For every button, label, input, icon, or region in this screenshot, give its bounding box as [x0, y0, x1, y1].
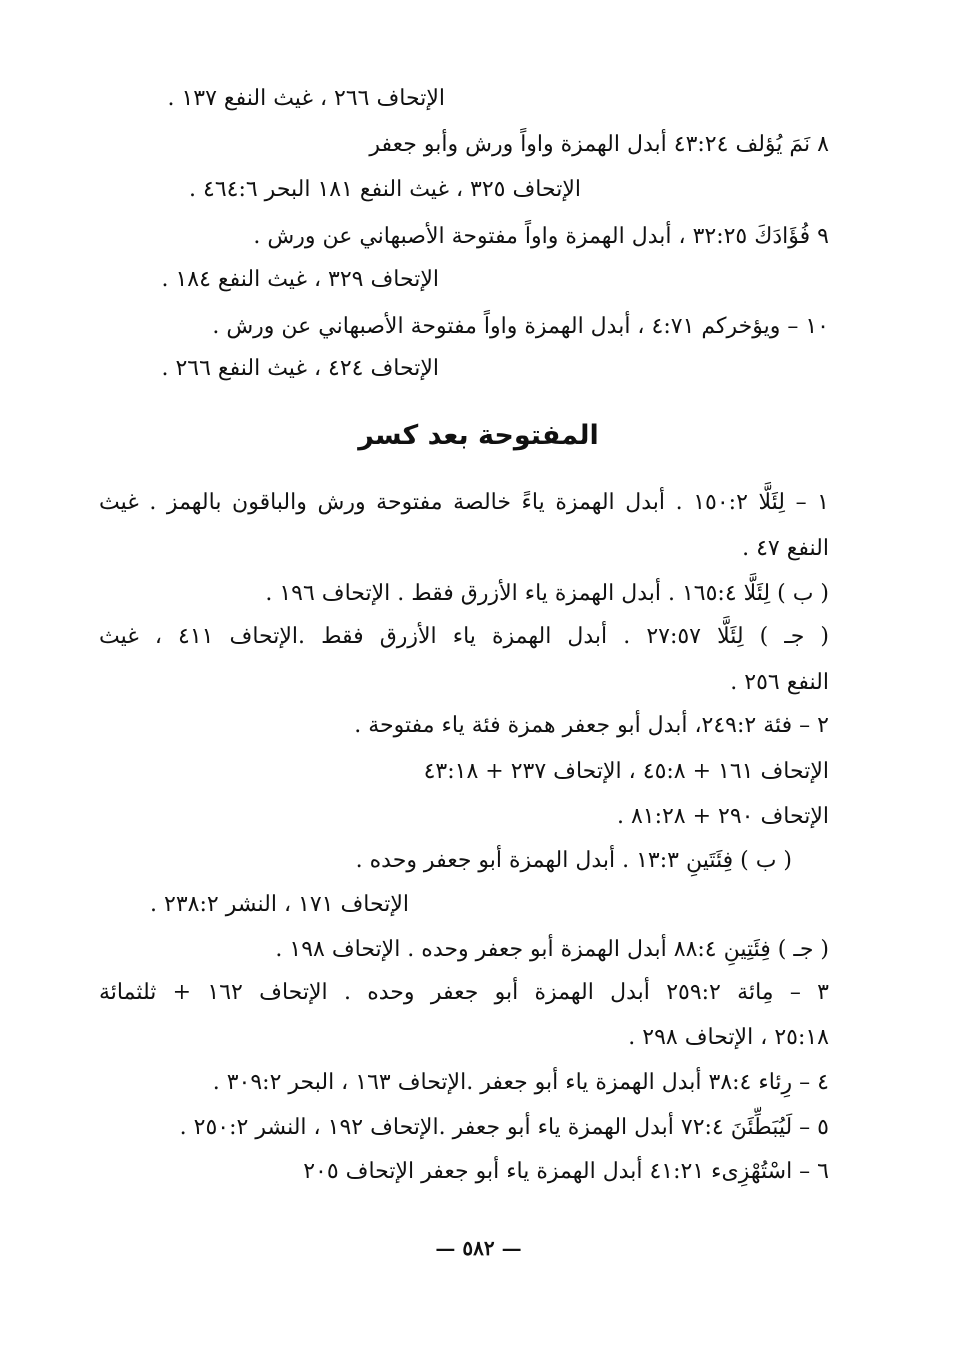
text-line: ٣ – مِائة ٢٥٩:٢ أبدل الهمزة أبو جعفر وحده . الإتحاف ١٦٢ + ثلثمائة — [99, 980, 829, 1005]
text-line: النفع ٢٥٦ . — [730, 670, 829, 695]
text-line: ٤ – رِئاء ٣٨:٤ أبدل الهمزة ياء أبو جعفر .الإتحاف ١٦٣ ، البحر ٣٠٩:٢ . — [212, 1070, 829, 1095]
text-line: ١ – لِئَلَّا ١٥٠:٢ . أبدل الهمزة ياءً خالصة مفتوحة ورش والباقون بالهمز . غيث — [99, 490, 829, 515]
text-line: ٨ نَمَ يُؤلف ٤٣:٢٤ أبدل الهمزة واواً ورش وأبو جعفر — [369, 132, 829, 157]
text-line: الإتحاف ٢٦٦ ، غيث النفع ١٣٧ . — [167, 86, 445, 111]
text-line: الإتحاف ٢٩٠ + ٨١:٢٨ . — [616, 804, 829, 829]
text-line: الإتحاف ١٧١ ، النشر ٢٣٨:٢ . — [150, 892, 409, 917]
text-line: ( ب ) فِئَتَينِ ١٣:٣ . أبدل الهمزة أبو جعفر وحده . — [355, 848, 792, 873]
text-line: ( ب ) لِئَلَّا ١٦٥:٤ . أبدل الهمزة ياء الأزرق فقط . الإتحاف ١٩٦ . — [265, 581, 829, 606]
text-line: الإتحاف ٣٢٩ ، غيث النفع ١٨٤ . — [161, 267, 439, 292]
text-line: ٢ – فئة ٢٤٩:٢، أبدل أبو جعفر همزة فئة ياء مفتوحة . — [354, 713, 829, 738]
text-line: ٢٥:١٨ ، الإتحاف ٢٩٨ . — [628, 1025, 829, 1050]
text-line: النفع ٤٧ . — [742, 536, 829, 561]
text-line: ٦ – اسْتُهْزِىء ٤١:٢١ أبدل الهمزة ياء أبو جعفر الإتحاف ٢٠٥ — [303, 1159, 829, 1184]
text-line: ١٠ – ويؤخركم ٤:٧١ ، أبدل الهمزة واواً مفتوحة الأصبهاني عن ورش . — [212, 314, 829, 339]
text-line: ( جـ ) لِئَلَّا ٢٧:٥٧ . أبدل الهمزة ياء الأزرق فقط .الإتحاف ٤١١ ، غيث — [99, 624, 829, 649]
text-line: ٥ – لَيُبَطِّئَنَ ٧٢:٤ أبدل الهمزة ياء أبو جعفر .الإتحاف ١٩٢ ، النشر ٢٥٠:٢ . — [179, 1115, 829, 1140]
text-line: ( جـ ) فِئَتِينِ ٨٨:٤ أبدل الهمزة أبو جعفر وحده . الإتحاف ١٩٨ . — [275, 937, 829, 962]
page-number: — ٥٨٢ — — [435, 1236, 522, 1260]
text-line: الإتحاف ٤٢٤ ، غيث النفع ٢٦٦ . — [161, 356, 439, 381]
text-line: ٩ فُؤَادَكَ ٣٢:٢٥ ، أبدل الهمزة واواً مفتوحة الأصبهاني عن ورش . — [253, 224, 829, 249]
section-heading: المفتوحة بعد كسر — [358, 420, 599, 451]
text-line: الإتحاف ٣٢٥ ، غيث النفع ١٨١ البحر ٤٦٤:٦ . — [189, 177, 581, 202]
text-line: الإتحاف ١٦١ + ٤٥:٨ ، الإتحاف ٢٣٧ + ٤٣:١٨ — [423, 759, 829, 784]
